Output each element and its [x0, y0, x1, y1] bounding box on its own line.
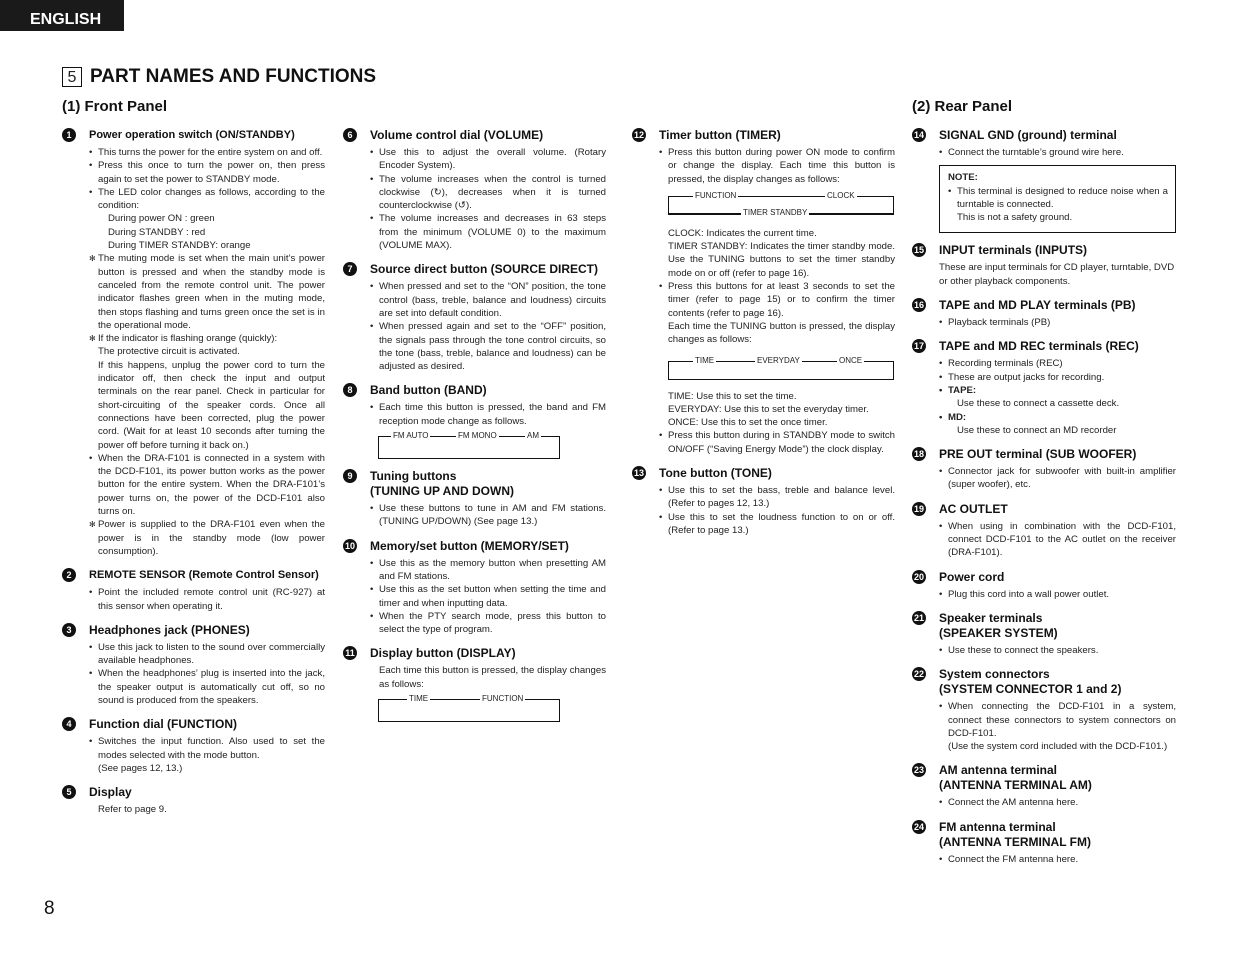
asterisk-note: ✻ Power is supplied to the DRA-F101 even when the power is in the standby mode (low power consumption).	[89, 518, 325, 558]
item-title: Display button (DISPLAY)	[370, 646, 516, 661]
bullet: • Recording terminals (REC)	[939, 357, 1176, 370]
item-power-switch	[62, 128, 325, 558]
column-3	[632, 128, 895, 547]
bullet: • The LED color changes as follows, according to the condition:	[89, 186, 325, 213]
bullet: • Playback terminals (PB)	[939, 316, 1176, 329]
bullet: • Plug this cord into a wall power outlet.	[939, 588, 1176, 601]
item-title: Timer button (TIMER)	[659, 128, 781, 142]
item-number: 13	[633, 468, 644, 479]
text: (Use the system cord included with the DCD-F101.)	[948, 741, 1168, 753]
item-title: TAPE and MD PLAY terminals (PB)	[939, 298, 1136, 313]
item-remote-sensor	[62, 568, 325, 613]
item-title: Band button (BAND)	[370, 383, 487, 398]
column-4	[912, 128, 1176, 876]
cycle-label: TIME	[409, 694, 429, 704]
column-1	[62, 128, 325, 826]
text: EVERYDAY: Use this to set the everyday timer.	[668, 403, 869, 415]
text: Each time the TUNING button is pressed, the display changes as follows:	[668, 320, 895, 346]
item-title: INPUT terminals (INPUTS)	[939, 243, 1088, 258]
item-title: Display	[89, 785, 132, 800]
item-title-2: (ANTENNA TERMINAL FM)	[939, 834, 1091, 849]
cycle-label: FUNCTION	[482, 694, 524, 704]
item-title: Tuning buttons	[370, 469, 457, 484]
item-number: 8	[343, 383, 357, 397]
text: (See pages 12, 13.)	[98, 762, 183, 774]
bullet: • Each time this button is pressed, the band and FM reception mode change as follows.	[370, 401, 606, 428]
bullet: • Connect the FM antenna here.	[939, 853, 1176, 866]
bullet: • Use this as the memory button when presetting AM and FM stations.	[370, 557, 606, 584]
cycle-label: CLOCK	[827, 190, 855, 200]
text: TIMER STANDBY: Indicates the timer standby mode. Use the TUNING buttons to set the timer standby mode on or off (refer to page 16).	[668, 241, 895, 279]
page-number: 8	[44, 898, 55, 919]
display-cycle-diagram	[378, 694, 560, 722]
text: During power ON : green	[108, 213, 215, 225]
cycle-label: ONCE	[839, 355, 863, 365]
bullet: • Press this buttons for at least 3 seconds to set the timer (refer to page 15) or to confirm the timer contents (refer to page 16).	[659, 280, 895, 320]
bullet: • When connecting the DCD-F101 in a system, connect these connectors to system connectors on DCD-F101.	[939, 700, 1176, 740]
bullet: • These are output jacks for recording.	[939, 371, 1176, 384]
item-number: 11	[343, 646, 357, 660]
item-speaker-terminals	[912, 611, 1176, 657]
item-tuning	[343, 469, 606, 529]
item-title: System connectors	[939, 667, 1050, 682]
item-title: Power operation switch (ON/STANDBY)	[89, 129, 295, 141]
item-power-cord	[912, 570, 1176, 601]
item-system-connectors	[912, 667, 1176, 753]
item-title: REMOTE SENSOR (Remote Control Sensor)	[89, 569, 319, 582]
item-number: 18	[913, 449, 924, 460]
item-band	[343, 383, 606, 459]
item-title: Headphones jack (PHONES)	[89, 622, 250, 637]
item-ac-outlet	[912, 502, 1176, 560]
bullet: • When using in combination with the DCD-F101, connect DCD-F101 to the AC outlet on the receiver (DRA-F101).	[939, 520, 1176, 560]
item-memory-set	[343, 539, 606, 637]
bullet: • Use this to adjust the overall volume. (Rotary Encoder System).	[370, 146, 606, 173]
bullet: • TAPE:	[939, 384, 1176, 397]
item-number: 1	[62, 128, 76, 142]
bullet: • This terminal is designed to reduce noise when a turntable is connected.	[948, 185, 1168, 212]
timer-cycle-diagram	[668, 190, 894, 217]
item-tape-md-play	[912, 298, 1176, 329]
item-function-dial	[62, 717, 325, 775]
item-title: AC OUTLET	[939, 501, 1008, 516]
item-number: 3	[62, 623, 76, 637]
item-title: Memory/set button (MEMORY/SET)	[370, 538, 569, 553]
text: ONCE: Use this to set the once timer.	[668, 417, 828, 429]
item-title-2: (SYSTEM CONNECTOR 1 and 2)	[939, 682, 1122, 697]
text: CLOCK: Indicates the current time.	[668, 227, 817, 239]
text: During STANDBY : red	[108, 226, 206, 238]
item-title: FM antenna terminal	[939, 819, 1056, 834]
item-number: 20	[913, 571, 924, 582]
item-pre-out	[912, 447, 1176, 492]
item-title-2: (TUNING UP AND DOWN)	[370, 484, 514, 499]
item-inputs	[912, 243, 1176, 288]
section-number: 5	[62, 67, 82, 87]
text: Refer to page 9.	[98, 804, 167, 816]
item-am-antenna	[912, 763, 1176, 809]
rear-panel-title: (2) Rear Panel	[912, 98, 1013, 115]
item-fm-antenna	[912, 820, 1176, 866]
front-panel-title: (1) Front Panel	[62, 98, 168, 115]
bullet: • This turns the power for the entire system on and off.	[89, 146, 325, 159]
text: These are input terminals for CD player, turntable, DVD or other playback components.	[939, 262, 1175, 287]
item-title: TAPE and MD REC terminals (REC)	[939, 339, 1139, 354]
text: If this happens, unplug the power cord to turn the indicator off, then check the input and output terminals on the rear panel. Check in particular for short-circuiting of the speaker cords. Once all connections have been corrected, plug the power cord. (Wait for at least 10 seconds after turning the power off before turning it back on.)	[98, 359, 325, 451]
bullet: • The volume increases and decreases in 63 steps from the minimum (VOLUME 0) to the maximum (VOLUME MAX).	[370, 212, 606, 252]
text: This is not a safety ground.	[957, 212, 1073, 224]
cycle-label: EVERYDAY	[757, 355, 800, 365]
item-number: 17	[913, 341, 924, 352]
item-signal-gnd	[912, 128, 1176, 233]
cycle-label: AM	[527, 431, 539, 441]
bullet: • Use this as the set button when setting the time and timer and when inputting data.	[370, 583, 606, 610]
cycle-label: TIME	[695, 355, 715, 365]
bullet: • Press this button during in STANDBY mode to switch ON/OFF (“Saving Energy Mode”) the clock display.	[659, 429, 895, 456]
item-title: AM antenna terminal	[939, 763, 1058, 778]
item-display-button	[343, 646, 606, 722]
bullet: • Press this button during power ON mode to confirm or change the display. Each time this button is pressed, the display changes as follows:	[659, 146, 895, 186]
bullet: • Press this once to turn the power on, then press again to set the power to STANDBY mode.	[89, 159, 325, 186]
bullet: • When the headphones’ plug is inserted into the jack, the speaker output is automatically cut off, so no sound is produced from the speakers.	[89, 667, 325, 707]
item-tone	[632, 466, 895, 537]
text: Each time this button is pressed, the display changes as follows:	[379, 665, 606, 690]
bullet: • Use these buttons to tune in AM and FM stations. (TUNING UP/DOWN) (See page 13.)	[370, 502, 606, 529]
bullet: • Use this jack to listen to the sound over commercially available headphones.	[89, 641, 325, 668]
item-display	[62, 785, 325, 816]
section-title: PART NAMES AND FUNCTIONS	[90, 66, 377, 87]
text: Use these to connect an MD recorder	[957, 424, 1117, 436]
text: The protective circuit is activated.	[98, 346, 240, 358]
asterisk-note: ✻ If the indicator is flashing orange (quickly):	[89, 332, 325, 345]
item-title: Speaker terminals	[939, 610, 1043, 625]
item-number: 12	[633, 130, 644, 140]
bullet: • When pressed again and set to the “OFF” position, the signals pass through the tone control circuits, so the tone (bass, treble, balance and loudness) can be adjusted as desired.	[370, 320, 606, 373]
bullet: • Point the included remote control unit (RC-927) at this sensor when operating it.	[89, 586, 325, 613]
item-number: 10	[344, 540, 355, 551]
bullet: • Switches the input function. Also used to set the modes selected with the mode button.	[89, 735, 325, 762]
item-tape-md-rec	[912, 339, 1176, 437]
bullet: • Connect the turntable’s ground wire here.	[939, 146, 1176, 159]
asterisk-note: ✻ The muting mode is set when the main unit’s power button is pressed and when the standby mode is canceled from the remote control unit. The power indicator flashes green when in the muting mode, then stops flashing and turns green once the set is in the operational mode.	[89, 252, 325, 332]
bullet: • Use this to set the loudness function to on or off. (Refer to page 13.)	[659, 511, 895, 538]
item-number: 15	[913, 245, 924, 256]
cycle-label: FUNCTION	[695, 190, 737, 200]
bullet: • Connect the AM antenna here.	[939, 796, 1176, 809]
column-2	[343, 128, 606, 732]
item-title-2: (SPEAKER SYSTEM)	[939, 625, 1058, 640]
item-number: 6	[343, 128, 357, 142]
item-number: 21	[913, 612, 924, 623]
text: TIME: Use this to set the time.	[668, 390, 797, 402]
text: During TIMER STANDBY: orange	[108, 240, 251, 252]
item-number: 14	[913, 130, 924, 140]
tuning-cycle-diagram	[668, 355, 894, 380]
bullet: • Connector jack for subwoofer with built-in amplifier (super woofer), etc.	[939, 465, 1176, 492]
item-source-direct	[343, 262, 606, 373]
item-number: 16	[913, 300, 924, 311]
cycle-label: FM MONO	[458, 431, 497, 441]
band-cycle-diagram	[378, 431, 560, 459]
item-headphones	[62, 623, 325, 707]
item-title: Function dial (FUNCTION)	[89, 717, 237, 732]
item-volume	[343, 128, 606, 252]
note-heading: NOTE:	[948, 172, 978, 184]
bullet: • When the DRA-F101 is connected in a system with the DCD-F101, its power button works as the power button for the entire system. When the DRA-F101’s power turns on, the power of the DCD-F101 also turns on.	[89, 452, 325, 518]
item-number: 9	[343, 469, 357, 483]
item-number: 23	[913, 765, 924, 776]
item-number: 2	[62, 568, 76, 582]
item-title: PRE OUT terminal (SUB WOOFER)	[939, 447, 1137, 462]
text: Use these to connect a cassette deck.	[957, 398, 1120, 410]
item-number: 19	[913, 503, 924, 514]
item-title: Source direct button (SOURCE DIRECT)	[370, 262, 599, 277]
item-title: SIGNAL GND (ground) terminal	[939, 128, 1117, 142]
note-box	[939, 165, 1176, 233]
item-title-2: (ANTENNA TERMINAL AM)	[939, 778, 1092, 793]
cycle-label: FM AUTO	[393, 431, 429, 441]
bullet: • Use these to connect the speakers.	[939, 644, 1176, 657]
item-title: Tone button (TONE)	[659, 466, 772, 481]
item-timer	[632, 128, 895, 456]
item-number: 4	[62, 717, 76, 731]
language-tab: ENGLISH	[0, 0, 124, 31]
item-number: 24	[913, 821, 924, 832]
bullet: • MD:	[939, 411, 1176, 424]
bullet: • When pressed and set to the “ON” position, the tone control (bass, treble, balance and loudness) circuits are set into default condition.	[370, 280, 606, 320]
bullet: • Use this to set the bass, treble and balance level. (Refer to pages 12, 13.)	[659, 484, 895, 511]
cycle-label: TIMER STANDBY	[743, 207, 808, 217]
item-number: 5	[62, 785, 76, 799]
bullet: • The volume increases when the control is turned clockwise (↻), decreases when it is turned counterclockwise (↺).	[370, 173, 606, 213]
item-number: 22	[913, 669, 924, 680]
item-title: Volume control dial (VOLUME)	[370, 128, 544, 142]
bullet: • When the PTY search mode, press this button to select the type of program.	[370, 610, 606, 637]
item-number: 7	[343, 262, 357, 276]
item-title: Power cord	[939, 569, 1005, 584]
